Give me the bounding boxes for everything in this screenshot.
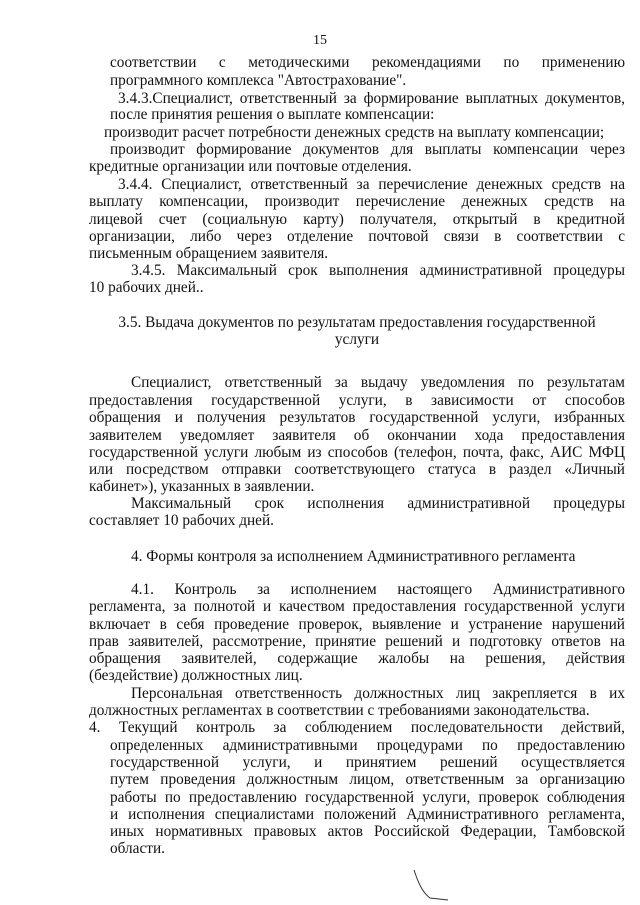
text-line: предоставления государственной услуги, в зависимости от способов <box>89 392 625 409</box>
text-line: заявителем уведомляет заявителя об окончании хода предоставления <box>89 427 625 444</box>
text-line: после принятия решения о выплате компенсации: <box>110 106 435 123</box>
text-line: кабинет»), указанных в заявлении. <box>89 478 315 495</box>
text-line: производит формирование документов для выплаты компенсации через <box>110 141 625 158</box>
text-line: прав заявителей, рассмотрение, принятие решений и подготовку ответов на <box>89 633 625 650</box>
text-line: путем проведения должностным лицом, ответственным за организацию <box>110 771 625 788</box>
text-line: 4.1. Контроль за исполнением настоящего Административного <box>131 581 625 598</box>
text-line: Персональная ответственность должностных лиц закрепляется в их <box>131 685 625 702</box>
text-line: (бездействие) должностных лиц. <box>89 667 303 684</box>
text-line: 3.4.5. Максимальный срок выполнения административной процедуры <box>131 262 625 279</box>
text-line: и исполнения специалистами положений Административного регламента, <box>110 806 625 823</box>
text-line: государственной услуги, и принятием решений осуществляется <box>110 754 625 771</box>
text-line: организации, либо через отделение почтовой связи в соответствии с <box>89 228 625 245</box>
text-line: письменным обращением заявителя. <box>89 245 329 262</box>
text-line: или посредством отправки соответствующего статуса в раздел «Личный <box>89 461 625 478</box>
text-line: лицевой счет (социальную карту) получателя, открытый в кредитной <box>89 211 625 228</box>
handwritten-mark <box>412 868 452 902</box>
text-line: 10 рабочих дней.. <box>89 279 204 296</box>
text-line: Специалист, ответственный за выдачу уведомления по результатам <box>131 374 625 391</box>
text-line: должностных регламентах в соответствии с требованиями законодательства. <box>89 702 590 719</box>
page-number: 15 <box>313 33 327 48</box>
text-line: работы по предоставлению государственной услуги, проверок соблюдения <box>110 789 625 806</box>
text-line: программного комплекса "Автострахование". <box>110 72 407 89</box>
text-line: 3.5. Выдача документов по результатам предоставления государственной <box>118 314 596 331</box>
text-line: иных нормативных правовых актов Российской Федерации, Тамбовской <box>110 823 625 840</box>
text-line: области. <box>110 840 165 857</box>
text-line: 3.4.3.Специалист, ответственный за формирование выплатных документов, <box>118 90 625 107</box>
text-line: включает в себя проведение проверок, выявление и устранение нарушений <box>89 616 625 633</box>
text-line: определенных административными процедурами по предоставлению <box>110 737 625 754</box>
text-line: 3.4.4. Специалист, ответственный за перечисление денежных средств на <box>118 176 625 193</box>
text-line: обращения и получения результатов государственной услуги, избранных <box>89 409 625 426</box>
text-line: услуги <box>334 331 380 348</box>
text-line: выплату компенсации, производит перечисление денежных средств на <box>89 193 625 210</box>
text-line: кредитные организации или почтовые отделения. <box>89 158 412 175</box>
text-line: 4. Текущий контроль за соблюдением последовательности действий, <box>89 719 625 736</box>
text-line: производит расчет потребности денежных средств на выплату компенсации; <box>104 124 605 141</box>
text-line: соответствии с методическими рекомендациями по применению <box>110 54 625 71</box>
text-line: составляет 10 рабочих дней. <box>89 512 274 529</box>
text-line: 4. Формы контроля за исполнением Административного регламента <box>131 548 576 565</box>
text-line: государственной услуги любым из способов (телефон, почта, факс, АИС МФЦ <box>89 444 625 461</box>
text-line: Максимальный срок исполнения административной процедуры <box>131 495 625 512</box>
text-line: регламента, за полнотой и качеством предоставления государственной услуги <box>89 598 625 615</box>
text-line: обращения заявителей, содержащие жалобы на решения, действия <box>89 650 625 667</box>
